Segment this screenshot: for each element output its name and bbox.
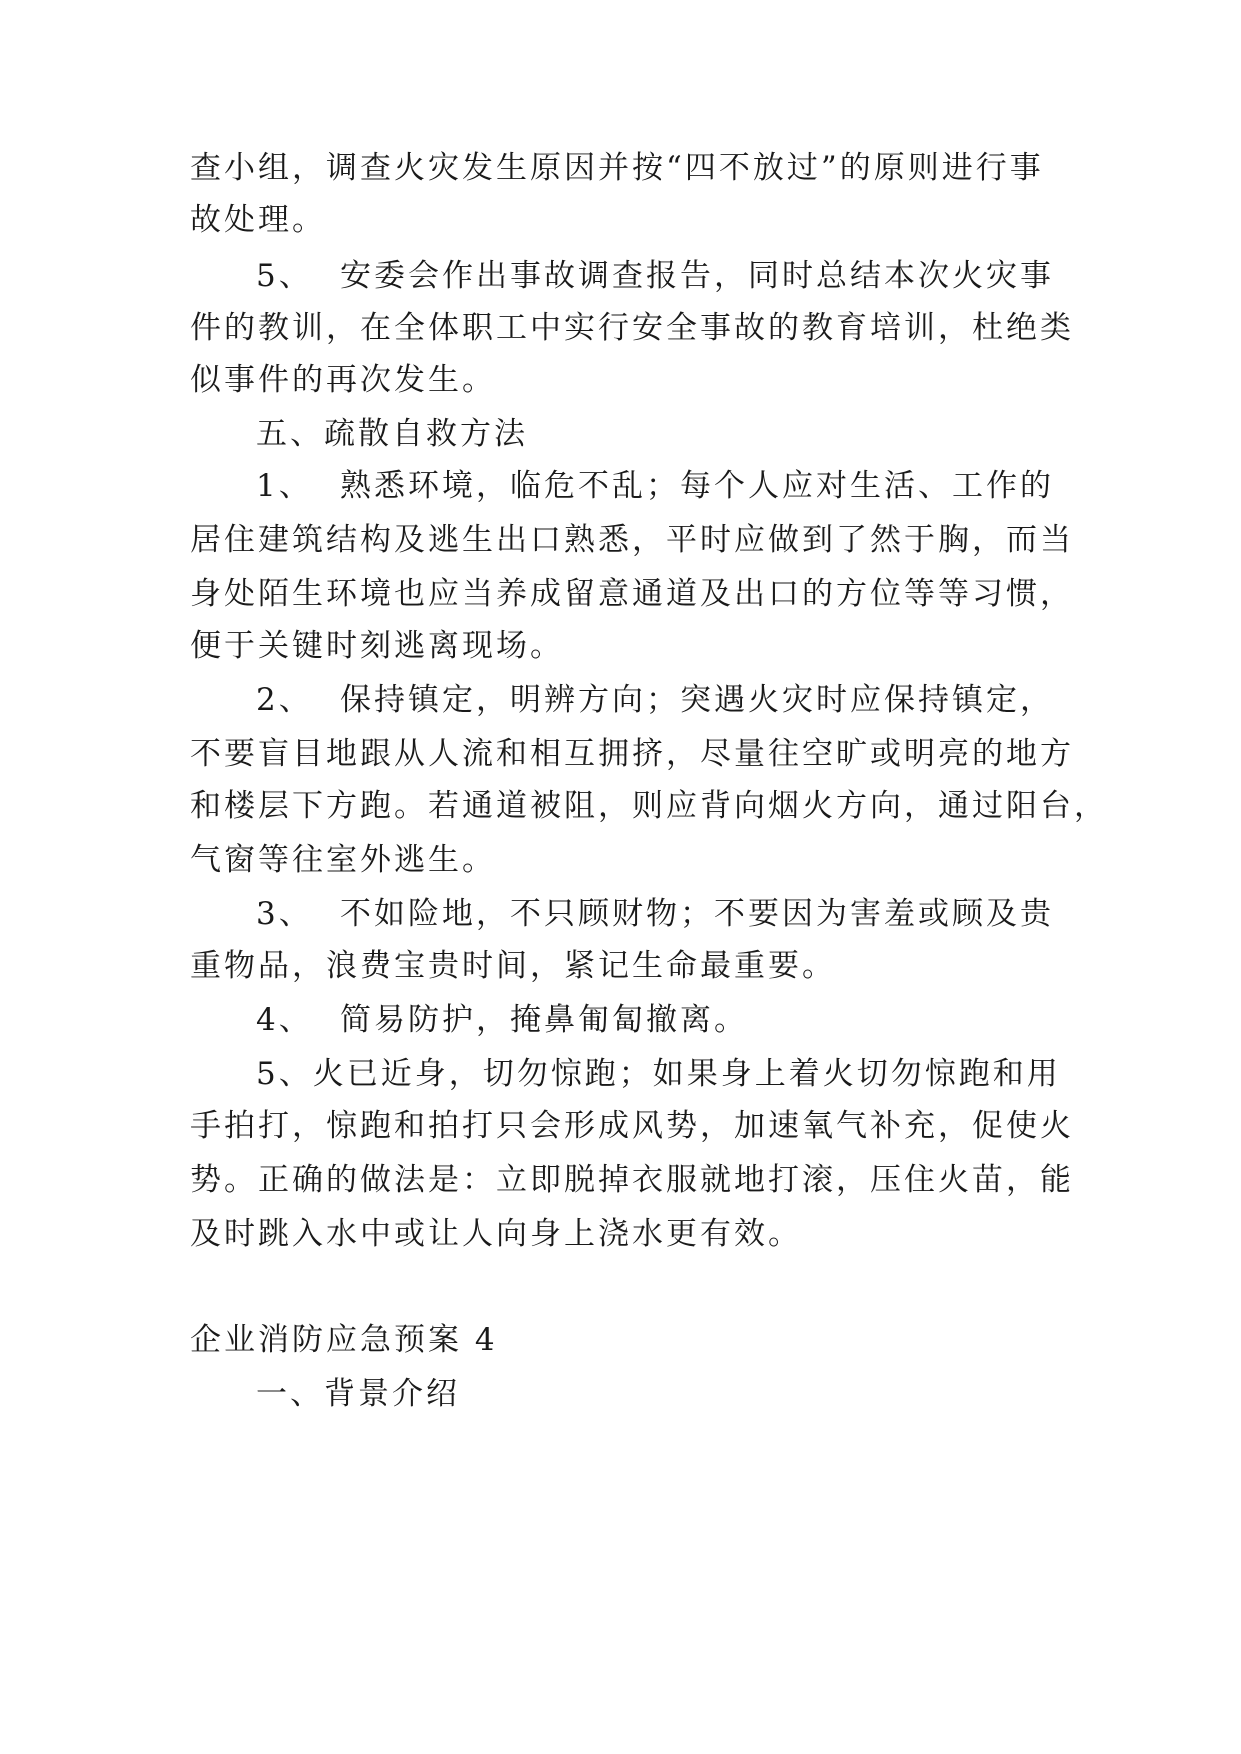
list-number: 5、 bbox=[256, 258, 313, 294]
paragraph-line: 查小组，调查火灾发生原因并按“四不放过”的原则进行事 bbox=[190, 150, 1044, 186]
paragraph-line: 故处理。 bbox=[190, 202, 326, 238]
paragraph-line: 气窗等往室外逃生。 bbox=[190, 842, 496, 878]
paragraph-line: 及时跳入水中或让人向身上浇水更有效。 bbox=[190, 1216, 802, 1252]
list-item-4 bbox=[256, 1000, 748, 1040]
paragraph-line: 和楼层下方跑。若通道被阻，则应背向烟火方向，通过阳台， bbox=[190, 788, 1108, 824]
section-heading: 一、背景介绍 bbox=[256, 1376, 460, 1412]
list-item-text: 不如险地，不只顾财物；不要因为害羞或顾及贵 bbox=[340, 896, 1054, 932]
paragraph-line: 势。正确的做法是：立即脱掉衣服就地打滚，压住火苗，能 bbox=[190, 1162, 1074, 1198]
section-heading: 五、疏散自救方法 bbox=[256, 416, 528, 452]
paragraph-line: 手拍打，惊跑和拍打只会形成风势，加速氧气补充，促使火 bbox=[190, 1108, 1074, 1144]
list-item-5 bbox=[256, 256, 1054, 296]
paragraph-line: 不要盲目地跟从人流和相互拥挤，尽量往空旷或明亮的地方 bbox=[190, 736, 1074, 772]
list-number: 4、 bbox=[256, 1002, 313, 1038]
paragraph-line: 重物品，浪费宝贵时间，紧记生命最重要。 bbox=[190, 948, 836, 984]
list-item-text: 保持镇定，明辨方向；突遇火灾时应保持镇定， bbox=[340, 682, 1054, 718]
paragraph-line: 居住建筑结构及逃生出口熟悉，平时应做到了然于胸，而当 bbox=[190, 522, 1074, 558]
list-item-3 bbox=[256, 894, 1054, 934]
paragraph-line: 似事件的再次发生。 bbox=[190, 362, 496, 398]
list-item-5b: 5、火已近身，切勿惊跑；如果身上着火切勿惊跑和用 bbox=[256, 1056, 1061, 1092]
paragraph-line: 便于关键时刻逃离现场。 bbox=[190, 628, 564, 664]
list-number: 1、 bbox=[256, 468, 313, 504]
paragraph-line: 身处陌生环境也应当养成留意通道及出口的方位等等习惯， bbox=[190, 576, 1074, 612]
list-item-2 bbox=[256, 680, 1054, 720]
list-number: 3、 bbox=[256, 896, 313, 932]
list-item-text: 简易防护，掩鼻匍匐撤离。 bbox=[340, 1002, 748, 1038]
list-number: 2、 bbox=[256, 682, 313, 718]
document-title: 企业消防应急预案 4 bbox=[190, 1322, 498, 1358]
list-item-1 bbox=[256, 466, 1054, 506]
list-item-text: 熟悉环境，临危不乱；每个人应对生活、工作的 bbox=[340, 468, 1054, 504]
paragraph-line: 件的教训，在全体职工中实行安全事故的教育培训，杜绝类 bbox=[190, 310, 1074, 346]
list-item-text: 安委会作出事故调查报告，同时总结本次火灾事 bbox=[340, 258, 1054, 294]
